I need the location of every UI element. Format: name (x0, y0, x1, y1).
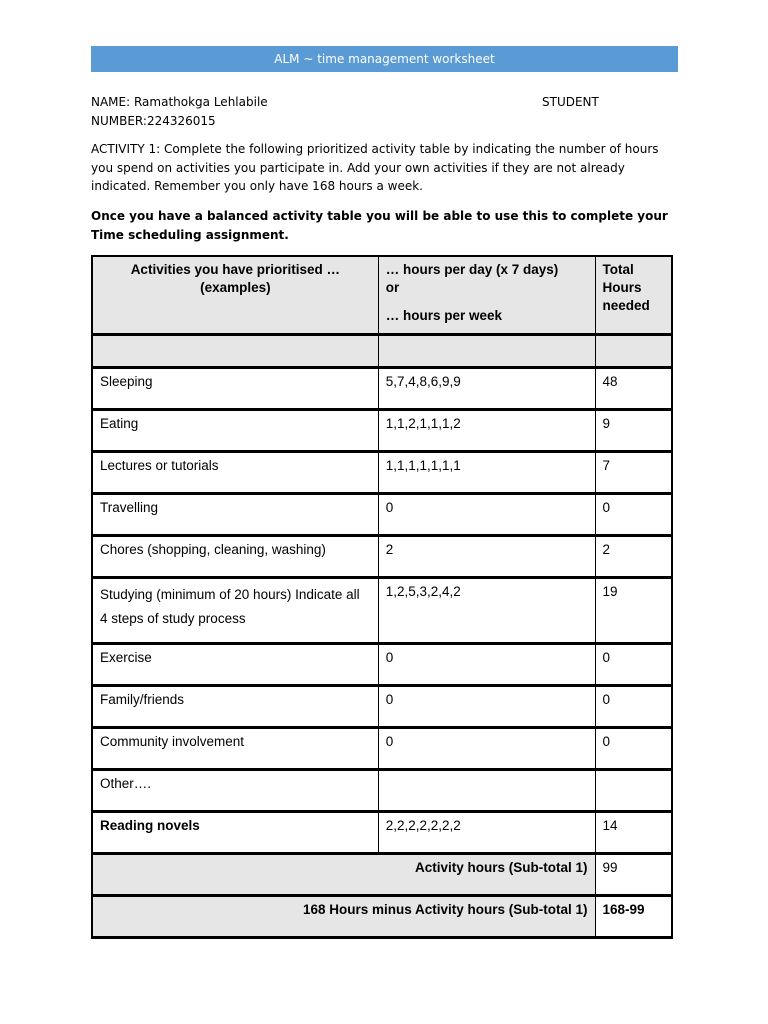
subtotal-label: Activity hours (Sub-total 1) (92, 854, 595, 896)
table-row (92, 644, 672, 686)
table-row (92, 410, 672, 452)
blank-row (92, 335, 672, 368)
hours-cell[interactable]: 2 (378, 536, 595, 578)
total-cell[interactable]: 7 (595, 452, 672, 494)
activity-cell: Community involvement (92, 728, 378, 770)
hours-cell[interactable]: 1,1,2,1,1,1,2 (378, 410, 595, 452)
activity-cell: Travelling (92, 494, 378, 536)
activity-cell: Chores (shopping, cleaning, washing) (92, 536, 378, 578)
total-cell[interactable]: 14 (595, 812, 672, 854)
activity-table (91, 255, 673, 939)
total-cell[interactable]: 0 (595, 728, 672, 770)
table-header-row (92, 256, 672, 335)
total-cell[interactable]: 0 (595, 686, 672, 728)
hours-cell[interactable]: 0 (378, 494, 595, 536)
balanced-table-note: Once you have a balanced activity table you will be able to use this to complete your Time scheduling assignment. (91, 209, 668, 242)
hours-cell[interactable]: 0 (378, 644, 595, 686)
student-name: NAME: Ramathokga Lehlabile (91, 95, 268, 109)
activity-cell: Studying (minimum of 20 hours) Indicate all 4 steps of study process (92, 578, 378, 644)
table-row (92, 578, 672, 644)
activity-cell: Other…. (92, 770, 378, 812)
table-row (92, 368, 672, 410)
header-hours (378, 256, 595, 335)
remaining-hours-label: 168 Hours minus Activity hours (Sub-total 1) (92, 896, 595, 938)
hours-cell[interactable]: 0 (378, 728, 595, 770)
remaining-hours-value[interactable]: 168-99 (595, 896, 672, 938)
hours-cell[interactable]: 0 (378, 686, 595, 728)
student-label: STUDENT (542, 95, 599, 109)
total-cell[interactable]: 19 (595, 578, 672, 644)
table-row (92, 770, 672, 812)
activity-cell: Exercise (92, 644, 378, 686)
table-row (92, 536, 672, 578)
hours-cell[interactable]: 2,2,2,2,2,2,2 (378, 812, 595, 854)
activity-cell: Eating (92, 410, 378, 452)
total-cell[interactable]: 0 (595, 494, 672, 536)
header-activities: Activities you have prioritised … (examples) (92, 256, 378, 335)
hours-cell[interactable] (378, 770, 595, 812)
activity-cell: Sleeping (92, 368, 378, 410)
hours-cell[interactable]: 1,2,5,3,2,4,2 (378, 578, 595, 644)
hours-cell[interactable]: 5,7,4,8,6,9,9 (378, 368, 595, 410)
total-cell[interactable]: 0 (595, 644, 672, 686)
activity-cell: Family/friends (92, 686, 378, 728)
header-hours-or: or (385, 280, 400, 295)
subtotal-value[interactable]: 99 (595, 854, 672, 896)
activity-cell: Lectures or tutorials (92, 452, 378, 494)
subtotal-row (92, 854, 672, 896)
table-row (92, 728, 672, 770)
header-hours-per-day: … hours per day (x 7 days) (385, 262, 559, 277)
remaining-hours-row (92, 896, 672, 938)
student-number: NUMBER:224326015 (91, 114, 216, 128)
worksheet-title-banner: ALM ~ time management worksheet (91, 46, 678, 72)
table-row (92, 494, 672, 536)
table-row (92, 686, 672, 728)
total-cell[interactable]: 9 (595, 410, 672, 452)
activity-instructions: ACTIVITY 1: Complete the following prioritized activity table by indicating the number of hours you spend on activities you participate in. Add your own activities if they are not already indicated. Remember you only have 168 hours a week. (91, 142, 659, 193)
total-cell[interactable]: 48 (595, 368, 672, 410)
activity-cell: Reading novels (92, 812, 378, 854)
total-cell[interactable] (595, 770, 672, 812)
table-row (92, 452, 672, 494)
table-row (92, 812, 672, 854)
total-cell[interactable]: 2 (595, 536, 672, 578)
hours-cell[interactable]: 1,1,1,1,1,1,1 (378, 452, 595, 494)
header-total-hours: Total Hours needed (595, 256, 672, 335)
header-hours-per-week: … hours per week (385, 308, 502, 323)
